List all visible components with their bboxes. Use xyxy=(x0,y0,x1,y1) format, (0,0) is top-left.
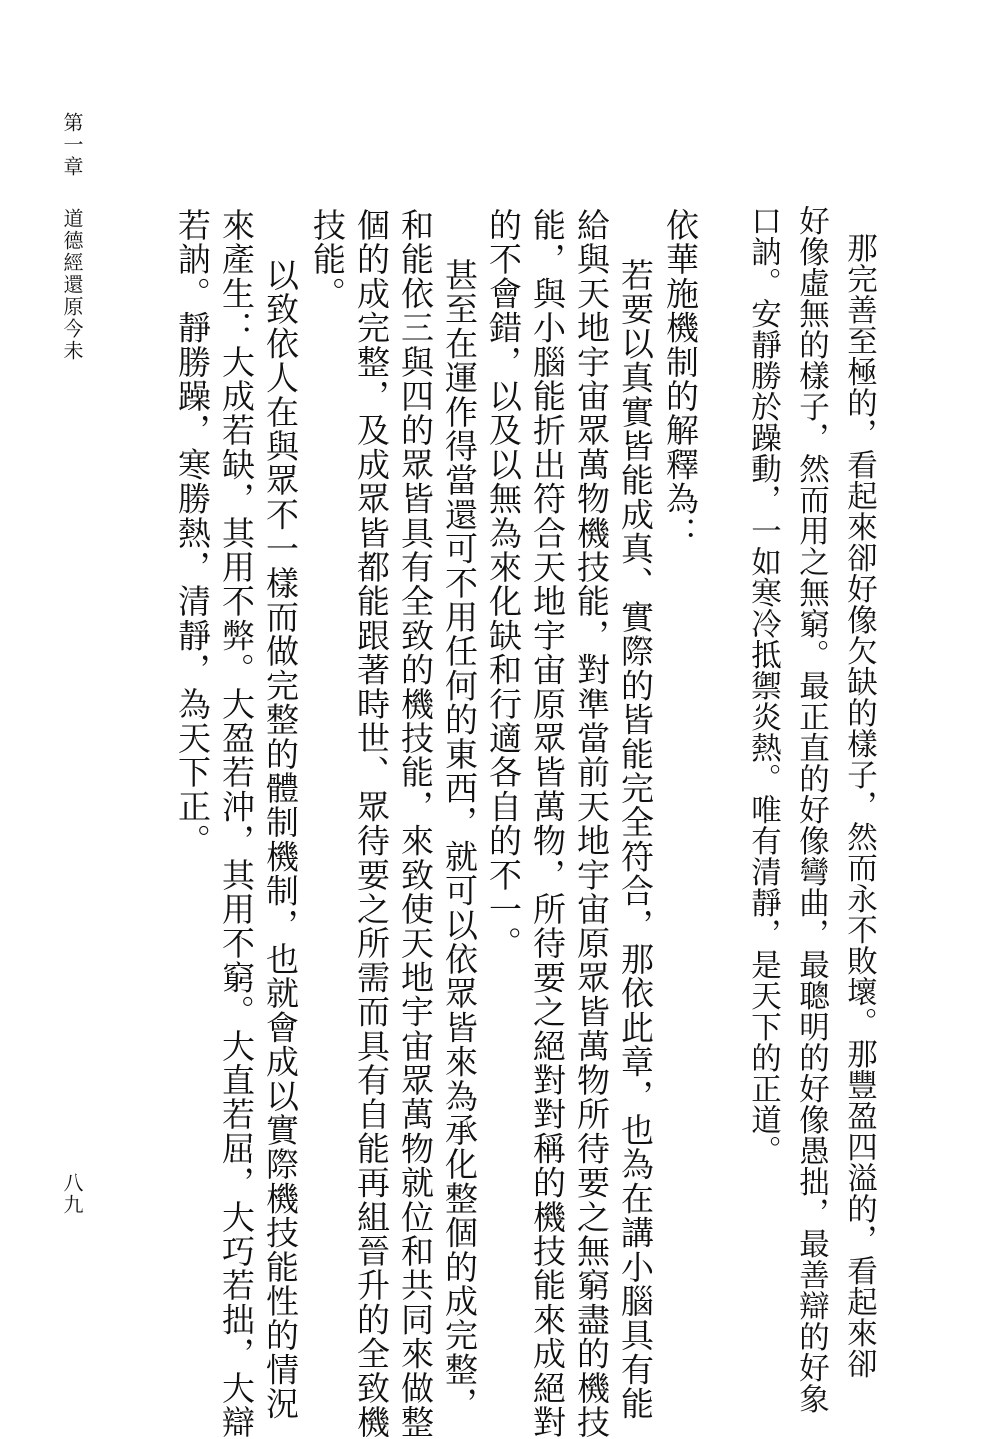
translation-line-2: 好像虛無的樣子，然而用之無窮。最正直的好像彎曲，最聰明的好像愚拙，最善辯的好象 xyxy=(793,205,829,1414)
paragraph-1-line-2: 給與天地宇宙眾萬物機技能，對準當前天地宇宙原眾皆萬物所待要之無窮盡的機技 xyxy=(572,208,611,1439)
commentary-heading: 依華施機制的解釋為： xyxy=(661,208,700,550)
paragraph-3-line-2: 來產生：大成若缺，其用不弊。大盈若沖，其用不窮。大直若屈，大巧若拙，大辯 xyxy=(217,208,256,1439)
paragraph-3-line-3: 若訥。靜勝躁，寒勝熱，清靜，為天下正。 xyxy=(173,208,212,858)
paragraph-1-line-3: 能，與小腦能折出符合天地宇宙原眾皆萬物，所待要之絕對對稱的機技能來成絕對 xyxy=(528,208,567,1439)
paragraph-2-line-1: 甚至在運作得當還可不用任何的東西，就可以依眾皆來為承化整個的成完整， xyxy=(440,258,479,1421)
paragraph-1-line-4: 的不會錯，以及以無為來化缺和行適各自的不一。 xyxy=(484,208,523,961)
running-header-title: 道德經還原今未 xyxy=(60,208,84,362)
paragraph-1-line-1: 若要以真實皆能成真、實際的皆能完全符合，那依此章，也為在講小腦具有能 xyxy=(616,258,655,1421)
running-header-chapter: 第一章 xyxy=(60,112,84,178)
paragraph-2-line-3: 個的成完整，及成眾皆都能跟著時世、眾待要之所需而具有自能再組晉升的全致機 xyxy=(352,208,391,1439)
paragraph-2-line-4: 技能。 xyxy=(308,208,347,311)
paragraph-3-line-1: 以致依人在與眾不一樣而做完整的體制機制，也就會成以實際機技能性的情況 xyxy=(261,258,300,1421)
translation-line-1: 那完善至極的，看起來卻好像欠缺的樣子，然而永不敗壞。那豐盈四溢的，看起來卻 xyxy=(841,232,877,1379)
page-number: 八九 xyxy=(60,1172,84,1216)
translation-line-3: 口訥。安靜勝於躁動，一如寒冷抵禦炎熱。唯有清靜，是天下的正道。 xyxy=(745,205,781,1166)
paragraph-2-line-2: 和能依三與四的眾皆具有全致的機技能，來致使天地宇宙眾萬物就位和共同來做整 xyxy=(396,208,435,1439)
